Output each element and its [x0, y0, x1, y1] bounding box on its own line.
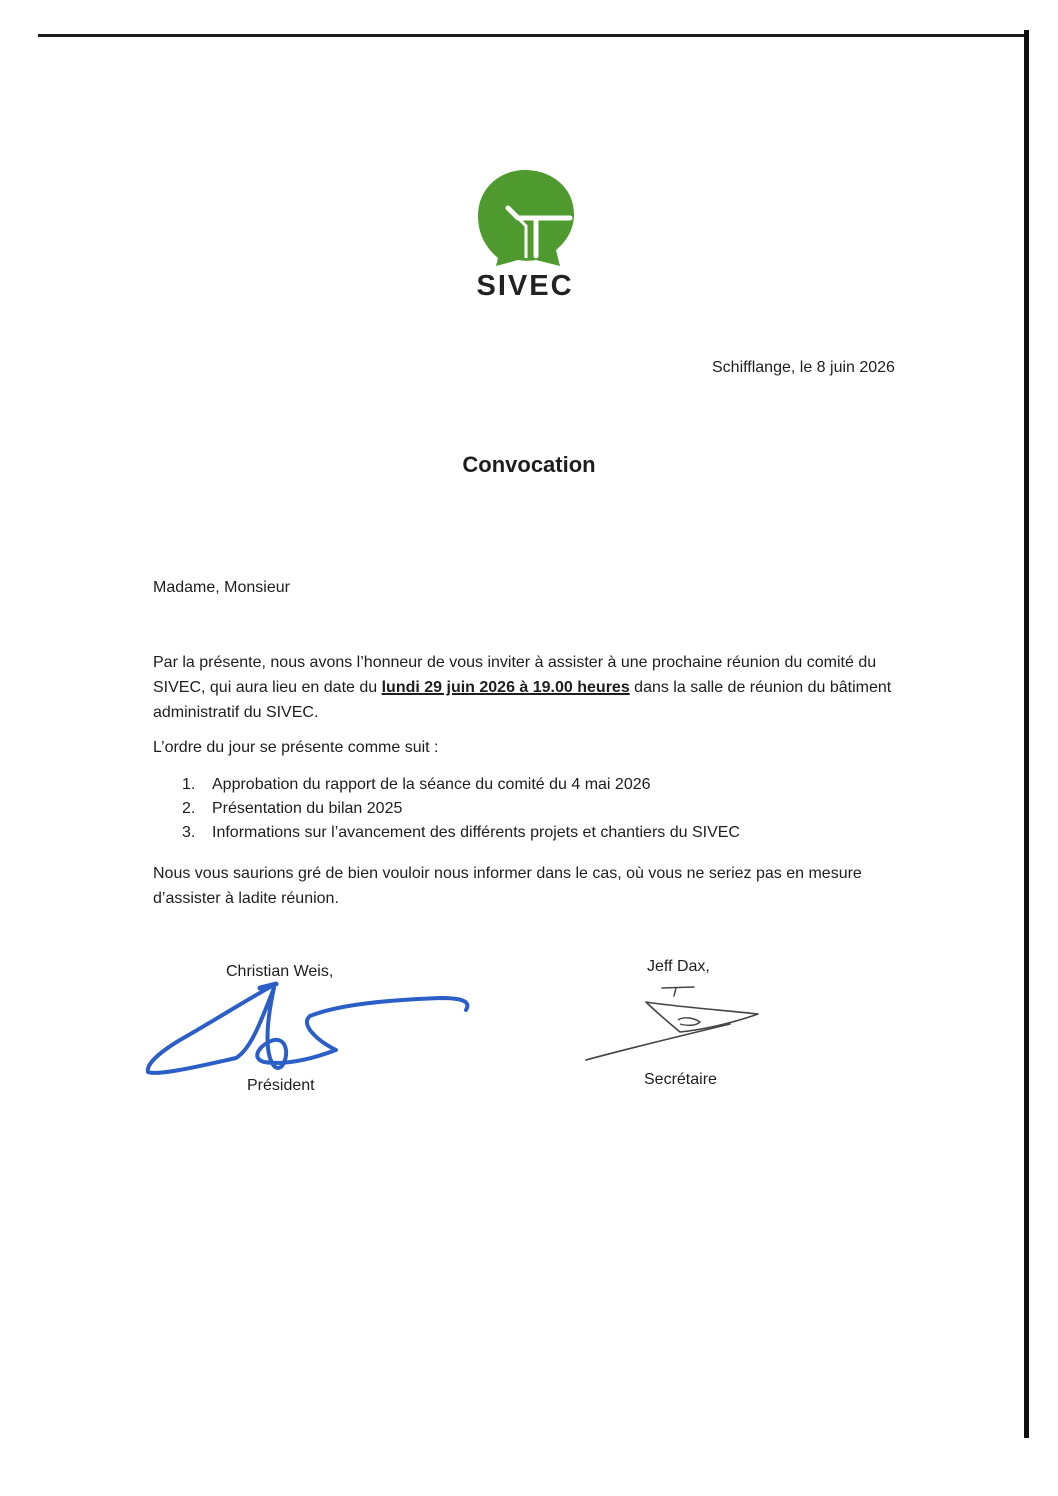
secretary-name: Jeff Dax,	[647, 958, 710, 975]
closing-paragraph: Nous vous saurions gré de bien vouloir nous informer dans le cas, où vous ne seriez pas en mesure d’assister à ladite réunion.	[153, 865, 862, 907]
intro-paragraph	[153, 650, 893, 725]
sivec-logo-mark-icon	[470, 166, 580, 266]
agenda-item	[182, 821, 740, 845]
agenda-item-text: Informations sur l’avancement des différents projets et chantiers du SIVEC	[212, 824, 740, 841]
intro-text-before: Par la présente, nous avons l’honneur de vous inviter à assister à une prochaine réunion du comité du SIVEC, qui aura lieu en date du	[153, 654, 877, 696]
president-role: Président	[247, 1077, 315, 1094]
agenda-item-number: 2.	[182, 800, 196, 817]
president-name: Christian Weis,	[226, 963, 334, 980]
scan-border-right	[1024, 30, 1029, 1438]
secretary-role: Secrétaire	[644, 1071, 717, 1088]
place-date: Schifflange, le 8 juin 2026	[712, 359, 895, 376]
agenda-item-text: Présentation du bilan 2025	[212, 800, 403, 817]
agenda-list	[182, 773, 740, 845]
agenda-intro: L’ordre du jour se présente comme suit :	[153, 739, 439, 756]
agenda-item	[182, 797, 740, 821]
agenda-item-number: 3.	[182, 824, 196, 841]
agenda-item-text: Approbation du rapport de la séance du comité du 4 mai 2026	[212, 776, 651, 793]
agenda-item	[182, 773, 740, 797]
scan-border-top	[38, 34, 1028, 37]
logo-text: SIVEC	[476, 270, 574, 302]
meeting-datetime: lundi 29 juin 2026 à 19.00 heures	[381, 679, 630, 696]
secretary-signature-icon	[580, 982, 770, 1067]
president-signature-icon	[140, 978, 480, 1083]
intro-text-after: dans la salle de réunion du bâtiment administratif du SIVEC.	[153, 679, 892, 721]
agenda-item-number: 1.	[182, 776, 196, 793]
salutation: Madame, Monsieur	[153, 579, 290, 596]
sivec-logo	[470, 166, 580, 306]
letter-title: Convocation	[462, 452, 596, 477]
